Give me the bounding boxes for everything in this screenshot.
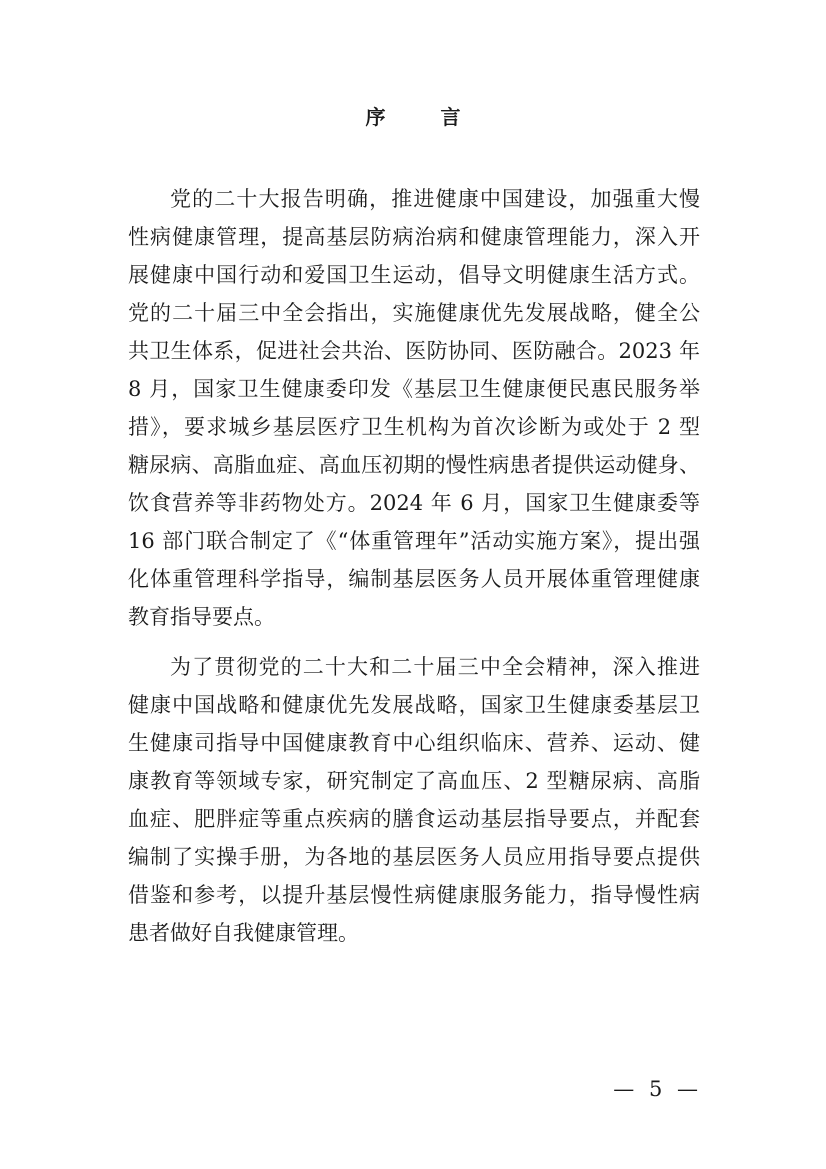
paragraph-2-line-7: 借鉴和参考，以提升基层慢性病健康服务能力，指导慢性病: [128, 883, 700, 907]
paragraph-2-line-6: 编制了实操手册，为各地的基层医务人员应用指导要点提供: [128, 845, 700, 869]
paragraph-2-line-2: 健康中国战略和健康优先发展战略，国家卫生健康委基层卫: [128, 693, 700, 717]
paragraph-2-line-3: 生健康司指导中国健康教育中心组织临床、营养、运动、健: [128, 731, 700, 755]
paragraph-2-line-4: 康教育等领域专家，研究制定了高血压、2 型糖尿病、高脂: [128, 769, 700, 793]
paragraph-1-line-12: 教育指导要点。: [128, 605, 275, 629]
page-number: — 5 —: [613, 1077, 702, 1101]
paragraph-1-line-2: 性病健康管理，提高基层防病治病和健康管理能力，深入开: [128, 225, 700, 249]
paragraph-1-line-8: 糖尿病、高脂血症、高血压初期的慢性病患者提供运动健身、: [128, 453, 700, 477]
paragraph-1-line-5: 共卫生体系，促进社会共治、医防协同、医防融合。2023 年: [128, 339, 700, 363]
paragraph-1-line-3: 展健康中国行动和爱国卫生运动，倡导文明健康生活方式。: [128, 263, 700, 287]
paragraph-1-line-4: 党的二十届三中全会指出，实施健康优先发展战略，健全公: [128, 301, 700, 325]
paragraph-2-line-8: 患者做好自我健康管理。: [128, 921, 359, 945]
paragraph-1-line-11: 化体重管理科学指导，编制基层医务人员开展体重管理健康: [128, 567, 700, 591]
paragraph-1-line-6: 8 月，国家卫生健康委印发《基层卫生健康便民惠民服务举: [128, 377, 700, 401]
paragraph-2-line-1: 为了贯彻党的二十大和二十届三中全会精神，深入推进: [170, 655, 700, 679]
page-title: 序 言: [365, 105, 485, 129]
paragraph-1-line-1: 党的二十大报告明确，推进健康中国建设，加强重大慢: [170, 187, 700, 211]
paragraph-1-line-7: 措》，要求城乡基层医疗卫生机构为首次诊断为或处于 2 型: [128, 415, 700, 439]
paragraph-2-line-5: 血症、肥胖症等重点疾病的膳食运动基层指导要点，并配套: [128, 807, 700, 831]
paragraph-1-line-10: 16 部门联合制定了《“体重管理年”活动实施方案》，提出强: [128, 529, 700, 553]
paragraph-1-line-9: 饮食营养等非药物处方。2024 年 6 月，国家卫生健康委等: [128, 491, 700, 515]
